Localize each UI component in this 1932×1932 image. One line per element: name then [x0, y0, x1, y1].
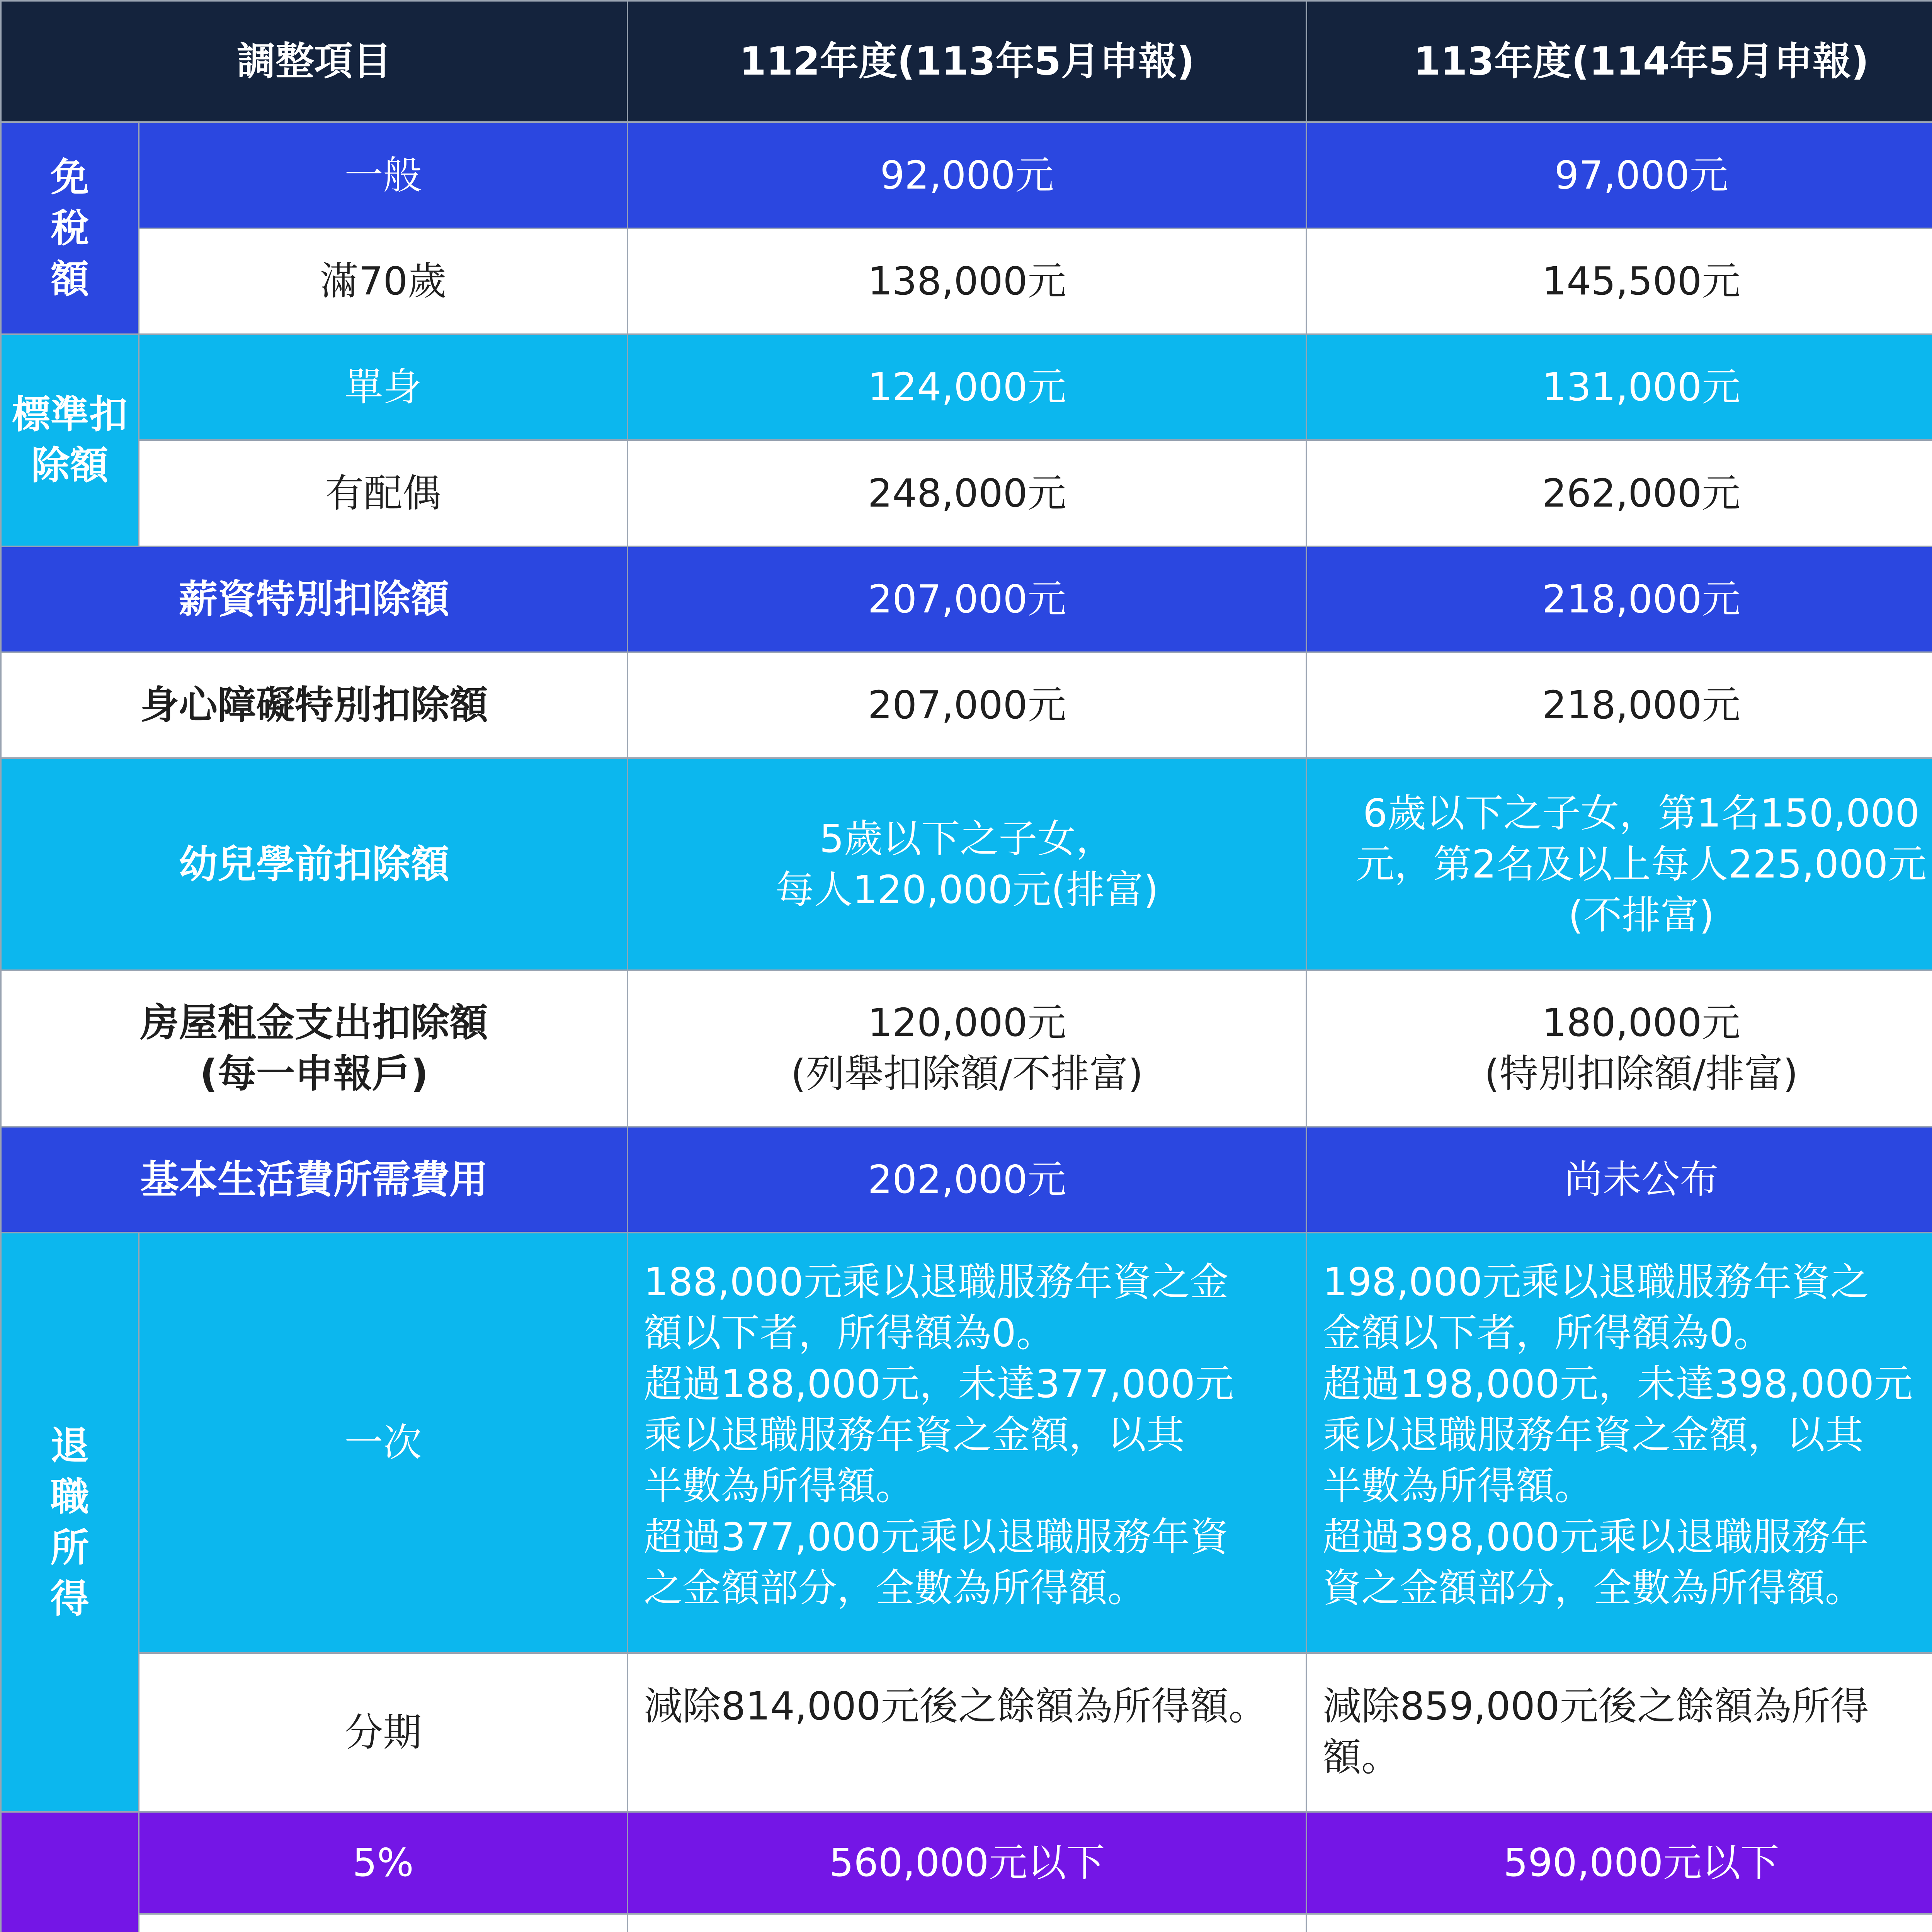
- standard-married-label: 有配偶: [139, 440, 628, 546]
- disability-deduction-label: 身心障礙特別扣除額: [1, 652, 628, 758]
- rent-deduction-label: 房屋租金支出扣除額 (每一申報戶): [1, 970, 628, 1127]
- header-item: 調整項目: [1, 1, 628, 122]
- bracket-12-112: [628, 1914, 1306, 1932]
- retirement-lump-sum-label: 一次: [139, 1233, 628, 1653]
- rent-deduction-row: [1, 970, 1932, 1127]
- header-row: [1, 1, 1932, 122]
- standard-single-row: [1, 334, 1932, 440]
- bracket-5-112: 560,000元以下: [628, 1812, 1306, 1914]
- header-year-112: 112年度(113年5月申報): [628, 1, 1306, 122]
- retirement-installment-row: [1, 1653, 1932, 1812]
- preschool-deduction-label: 幼兒學前扣除額: [1, 758, 628, 970]
- basic-living-112: 202,000元: [628, 1127, 1306, 1233]
- disability-deduction-113: 218,000元: [1306, 652, 1932, 758]
- retirement-lump-sum-112: 188,000元乘以退職服務年資之金 額以下者，所得額為0。 超過188,000元，未達377,000元 乘以退職服務年資之金額，以其 半數為所得額。 超過377,000元乘以退職服務年資 之金額部分，全數為所得額。: [628, 1233, 1306, 1653]
- basic-living-113: 尚未公布: [1306, 1127, 1932, 1233]
- exemption-senior-113: 145,500元: [1306, 228, 1932, 334]
- rent-deduction-113: 180,000元 (特別扣除額/排富): [1306, 970, 1932, 1127]
- standard-deduction-group-label: 標準扣 除額: [1, 334, 139, 546]
- bracket-row-12: [1, 1914, 1932, 1932]
- basic-living-label: 基本生活費所需費用: [1, 1127, 628, 1233]
- bracket-rate-5: 5%: [139, 1812, 628, 1914]
- exemption-general-label: 一般: [139, 122, 628, 228]
- preschool-deduction-113: 6歲以下之子女，第1名150,000 元，第2名及以上每人225,000元 (不排富): [1306, 758, 1932, 970]
- standard-married-112: 248,000元: [628, 440, 1306, 546]
- brackets-group-label: [1, 1812, 139, 1932]
- standard-single-label: 單身: [139, 334, 628, 440]
- salary-deduction-label: 薪資特別扣除額: [1, 546, 628, 652]
- salary-deduction-112: 207,000元: [628, 546, 1306, 652]
- retirement-lump-sum-row: [1, 1233, 1932, 1653]
- bracket-rate-12: [139, 1914, 628, 1932]
- retirement-lump-sum-113: 198,000元乘以退職服務年資之 金額以下者，所得額為0。 超過198,000元，未達398,000元 乘以退職服務年資之金額，以其 半數為所得額。 超過398,000元乘以退職服務年 資之金額部分，全數為所得額。: [1306, 1233, 1932, 1653]
- standard-married-113: 262,000元: [1306, 440, 1932, 546]
- exemption-senior-row: [1, 228, 1932, 334]
- header-year-113: 113年度(114年5月申報): [1306, 1, 1932, 122]
- preschool-deduction-112: 5歲以下之子女， 每人120,000元(排富): [628, 758, 1306, 970]
- bracket-12-113: [1306, 1914, 1932, 1932]
- retirement-group-label: 退 職 所 得: [1, 1233, 139, 1812]
- retirement-installment-113: 減除859,000元後之餘額為所得 額。: [1306, 1653, 1932, 1812]
- exemption-general-row: [1, 122, 1932, 228]
- standard-married-row: [1, 440, 1932, 546]
- salary-deduction-row: [1, 546, 1932, 652]
- exemption-senior-label: 滿70歲: [139, 228, 628, 334]
- disability-deduction-112: 207,000元: [628, 652, 1306, 758]
- exemption-group-label: 免 稅 額: [1, 122, 139, 334]
- retirement-installment-112: 減除814,000元後之餘額為所得額。: [628, 1653, 1306, 1812]
- rent-deduction-112: 120,000元 (列舉扣除額/不排富): [628, 970, 1306, 1127]
- retirement-installment-label: 分期: [139, 1653, 628, 1812]
- exemption-senior-112: 138,000元: [628, 228, 1306, 334]
- basic-living-row: [1, 1127, 1932, 1233]
- disability-deduction-row: [1, 652, 1932, 758]
- bracket-row-5: [1, 1812, 1932, 1914]
- standard-single-113: 131,000元: [1306, 334, 1932, 440]
- exemption-general-113: 97,000元: [1306, 122, 1932, 228]
- salary-deduction-113: 218,000元: [1306, 546, 1932, 652]
- bracket-5-113: 590,000元以下: [1306, 1812, 1932, 1914]
- preschool-deduction-row: [1, 758, 1932, 970]
- standard-single-112: 124,000元: [628, 334, 1306, 440]
- exemption-general-112: 92,000元: [628, 122, 1306, 228]
